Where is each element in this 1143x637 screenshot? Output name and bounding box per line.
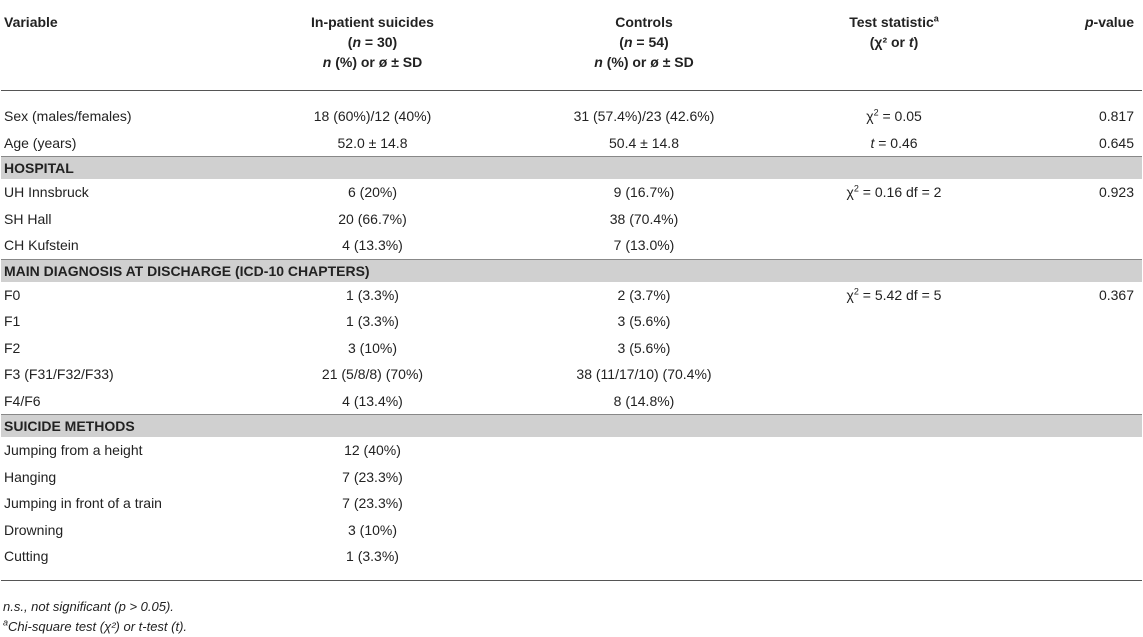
cell-controls: 50.4 ± 14.8 (609, 134, 679, 151)
table-row (1, 437, 1142, 464)
cell-test-statistic (774, 388, 1014, 415)
cell-p-value: 0.817 (1098, 108, 1134, 124)
cell-p-value: 0.367 (1098, 286, 1134, 303)
table-body (1, 91, 1142, 581)
cell-test-statistic (774, 543, 1014, 580)
cell-cases: 7 (23.3%) (342, 495, 403, 511)
cell-test-statistic (774, 232, 1014, 259)
cell-test-statistic (774, 464, 1014, 491)
cell-variable: Jumping in front of a train (4, 495, 162, 511)
table-row (1, 282, 1142, 309)
table-row (1, 335, 1142, 362)
table-row (1, 179, 1142, 206)
cell-variable: F0 (4, 286, 21, 303)
cell-variable: Drowning (4, 521, 64, 538)
footnote-ns: n.s., not significant (p > 0.05). (3, 599, 174, 614)
cell-controls (514, 464, 774, 491)
cell-controls (514, 517, 774, 544)
cell-cases: 4 (13.3%) (342, 237, 403, 253)
cell-test-statistic (774, 361, 1014, 388)
cell-test-statistic (774, 308, 1014, 335)
cell-test-statistic (774, 490, 1014, 517)
cell-test-statistic (774, 437, 1014, 464)
header-variable: Variable (4, 14, 58, 30)
cell-p-value (1014, 464, 1142, 491)
cell-p-value (1014, 361, 1142, 388)
table-row (1, 543, 1142, 580)
cell-p-value (1014, 543, 1142, 580)
table-row (1, 361, 1142, 388)
cell-controls: 38 (11/17/10) (70.4%) (576, 366, 712, 382)
section-title: MAIN DIAGNOSIS AT DISCHARGE (ICD-10 CHAPTERS) (1, 259, 1142, 282)
table-row (1, 490, 1142, 517)
cell-cases: 21 (5/8/8) (70%) (321, 366, 424, 382)
cell-variable: Cutting (4, 548, 49, 564)
cell-test-statistic: t = 0.46 (870, 134, 918, 151)
table-row (1, 130, 1142, 157)
cell-variable: Jumping from a height (4, 442, 143, 458)
cell-controls: 31 (57.4%)/23 (42.6%) (573, 108, 715, 124)
cell-cases: 1 (3.3%) (346, 548, 399, 564)
header-cases: In-patient suicides (311, 14, 434, 30)
footnote-a: $^a$Chi-square test (χ²) or t-test (t). (3, 617, 188, 634)
cell-variable: F4/F6 (4, 392, 41, 409)
cell-controls: 3 (5.6%) (617, 339, 671, 356)
table-row (1, 388, 1142, 415)
section-methods (1, 415, 1142, 438)
cell-test-statistic: $\chi^2 = 5.42$ df = 5 (846, 285, 942, 303)
cell-variable: UH Innsbruck (4, 184, 89, 200)
header-test-type: (χ² or t) (869, 34, 919, 50)
cell-test-statistic (774, 517, 1014, 544)
cell-test-statistic (774, 206, 1014, 233)
table-row (1, 91, 1142, 130)
cell-test-statistic: $\chi^2 = 0.16$ df = 2 (846, 183, 942, 200)
cell-variable: Hanging (4, 468, 57, 485)
table-row (1, 517, 1142, 544)
cell-variable: CH Kufstein (4, 237, 79, 253)
cell-cases: 18 (60%)/12 (40%) (313, 108, 432, 124)
cell-cases: 3 (10%) (347, 339, 398, 356)
section-diagnosis (1, 259, 1142, 282)
cell-cases: 1 (3.3%) (346, 286, 399, 303)
cell-p-value: 0.923 (1098, 184, 1134, 200)
header-test-statistic: Test statistic$^a$ (849, 13, 939, 30)
cell-p-value (1014, 388, 1142, 415)
cell-controls (514, 437, 774, 464)
header-controls: Controls (615, 14, 673, 30)
cell-controls: 7 (13.0%) (613, 237, 675, 253)
cell-p-value (1014, 232, 1142, 259)
cell-cases: 20 (66.7%) (338, 210, 407, 227)
table-row (1, 232, 1142, 259)
cell-p-value (1014, 308, 1142, 335)
cell-variable: F3 (F31/F32/F33) (4, 366, 114, 382)
cell-cases: 3 (10%) (347, 521, 398, 538)
cell-test-statistic (774, 335, 1014, 362)
header-cases-units: n (%) or ø ± SD (322, 54, 423, 70)
table-row (1, 308, 1142, 335)
results-table (1, 0, 1142, 581)
cell-cases: 12 (40%) (344, 442, 401, 458)
cell-variable: F1 (4, 313, 21, 329)
header-p-value: p-value (1084, 14, 1134, 30)
cell-controls: 3 (5.6%) (617, 313, 671, 329)
cell-p-value (1014, 206, 1142, 233)
table-header (1, 0, 1142, 91)
cell-variable: Sex (males/females) (4, 108, 132, 124)
section-hospital (1, 157, 1142, 180)
table-row (1, 464, 1142, 491)
cell-controls: 38 (70.4%) (609, 210, 679, 227)
cell-p-value (1014, 335, 1142, 362)
cell-cases: 4 (13.4%) (342, 392, 403, 409)
cell-controls (514, 490, 774, 517)
header-controls-n: (n = 54) (619, 34, 669, 50)
footnotes (3, 597, 187, 637)
section-title: SUICIDE METHODS (1, 415, 1142, 438)
cell-p-value: 0.645 (1098, 134, 1134, 151)
cell-controls: 2 (3.7%) (617, 286, 671, 303)
cell-controls: 8 (14.8%) (613, 392, 675, 409)
cell-variable: SH Hall (4, 210, 52, 227)
cell-controls (514, 543, 774, 580)
cell-variable: F2 (4, 339, 21, 356)
cell-p-value (1014, 490, 1142, 517)
cell-controls: 9 (16.7%) (613, 184, 675, 200)
cell-cases: 52.0 ± 14.8 (337, 134, 408, 151)
cell-test-statistic: $\chi^2 = 0.05$ (866, 107, 922, 124)
cell-variable: Age (years) (4, 134, 77, 151)
header-controls-units: n (%) or ø ± SD (594, 54, 694, 70)
cell-p-value (1014, 517, 1142, 544)
header-cases-n: (n = 30) (347, 34, 398, 50)
cell-cases: 1 (3.3%) (346, 313, 399, 329)
cell-cases: 6 (20%) (347, 184, 398, 200)
cell-p-value (1014, 437, 1142, 464)
section-title: HOSPITAL (1, 157, 1142, 180)
table-row (1, 206, 1142, 233)
cell-cases: 7 (23.3%) (342, 468, 403, 485)
